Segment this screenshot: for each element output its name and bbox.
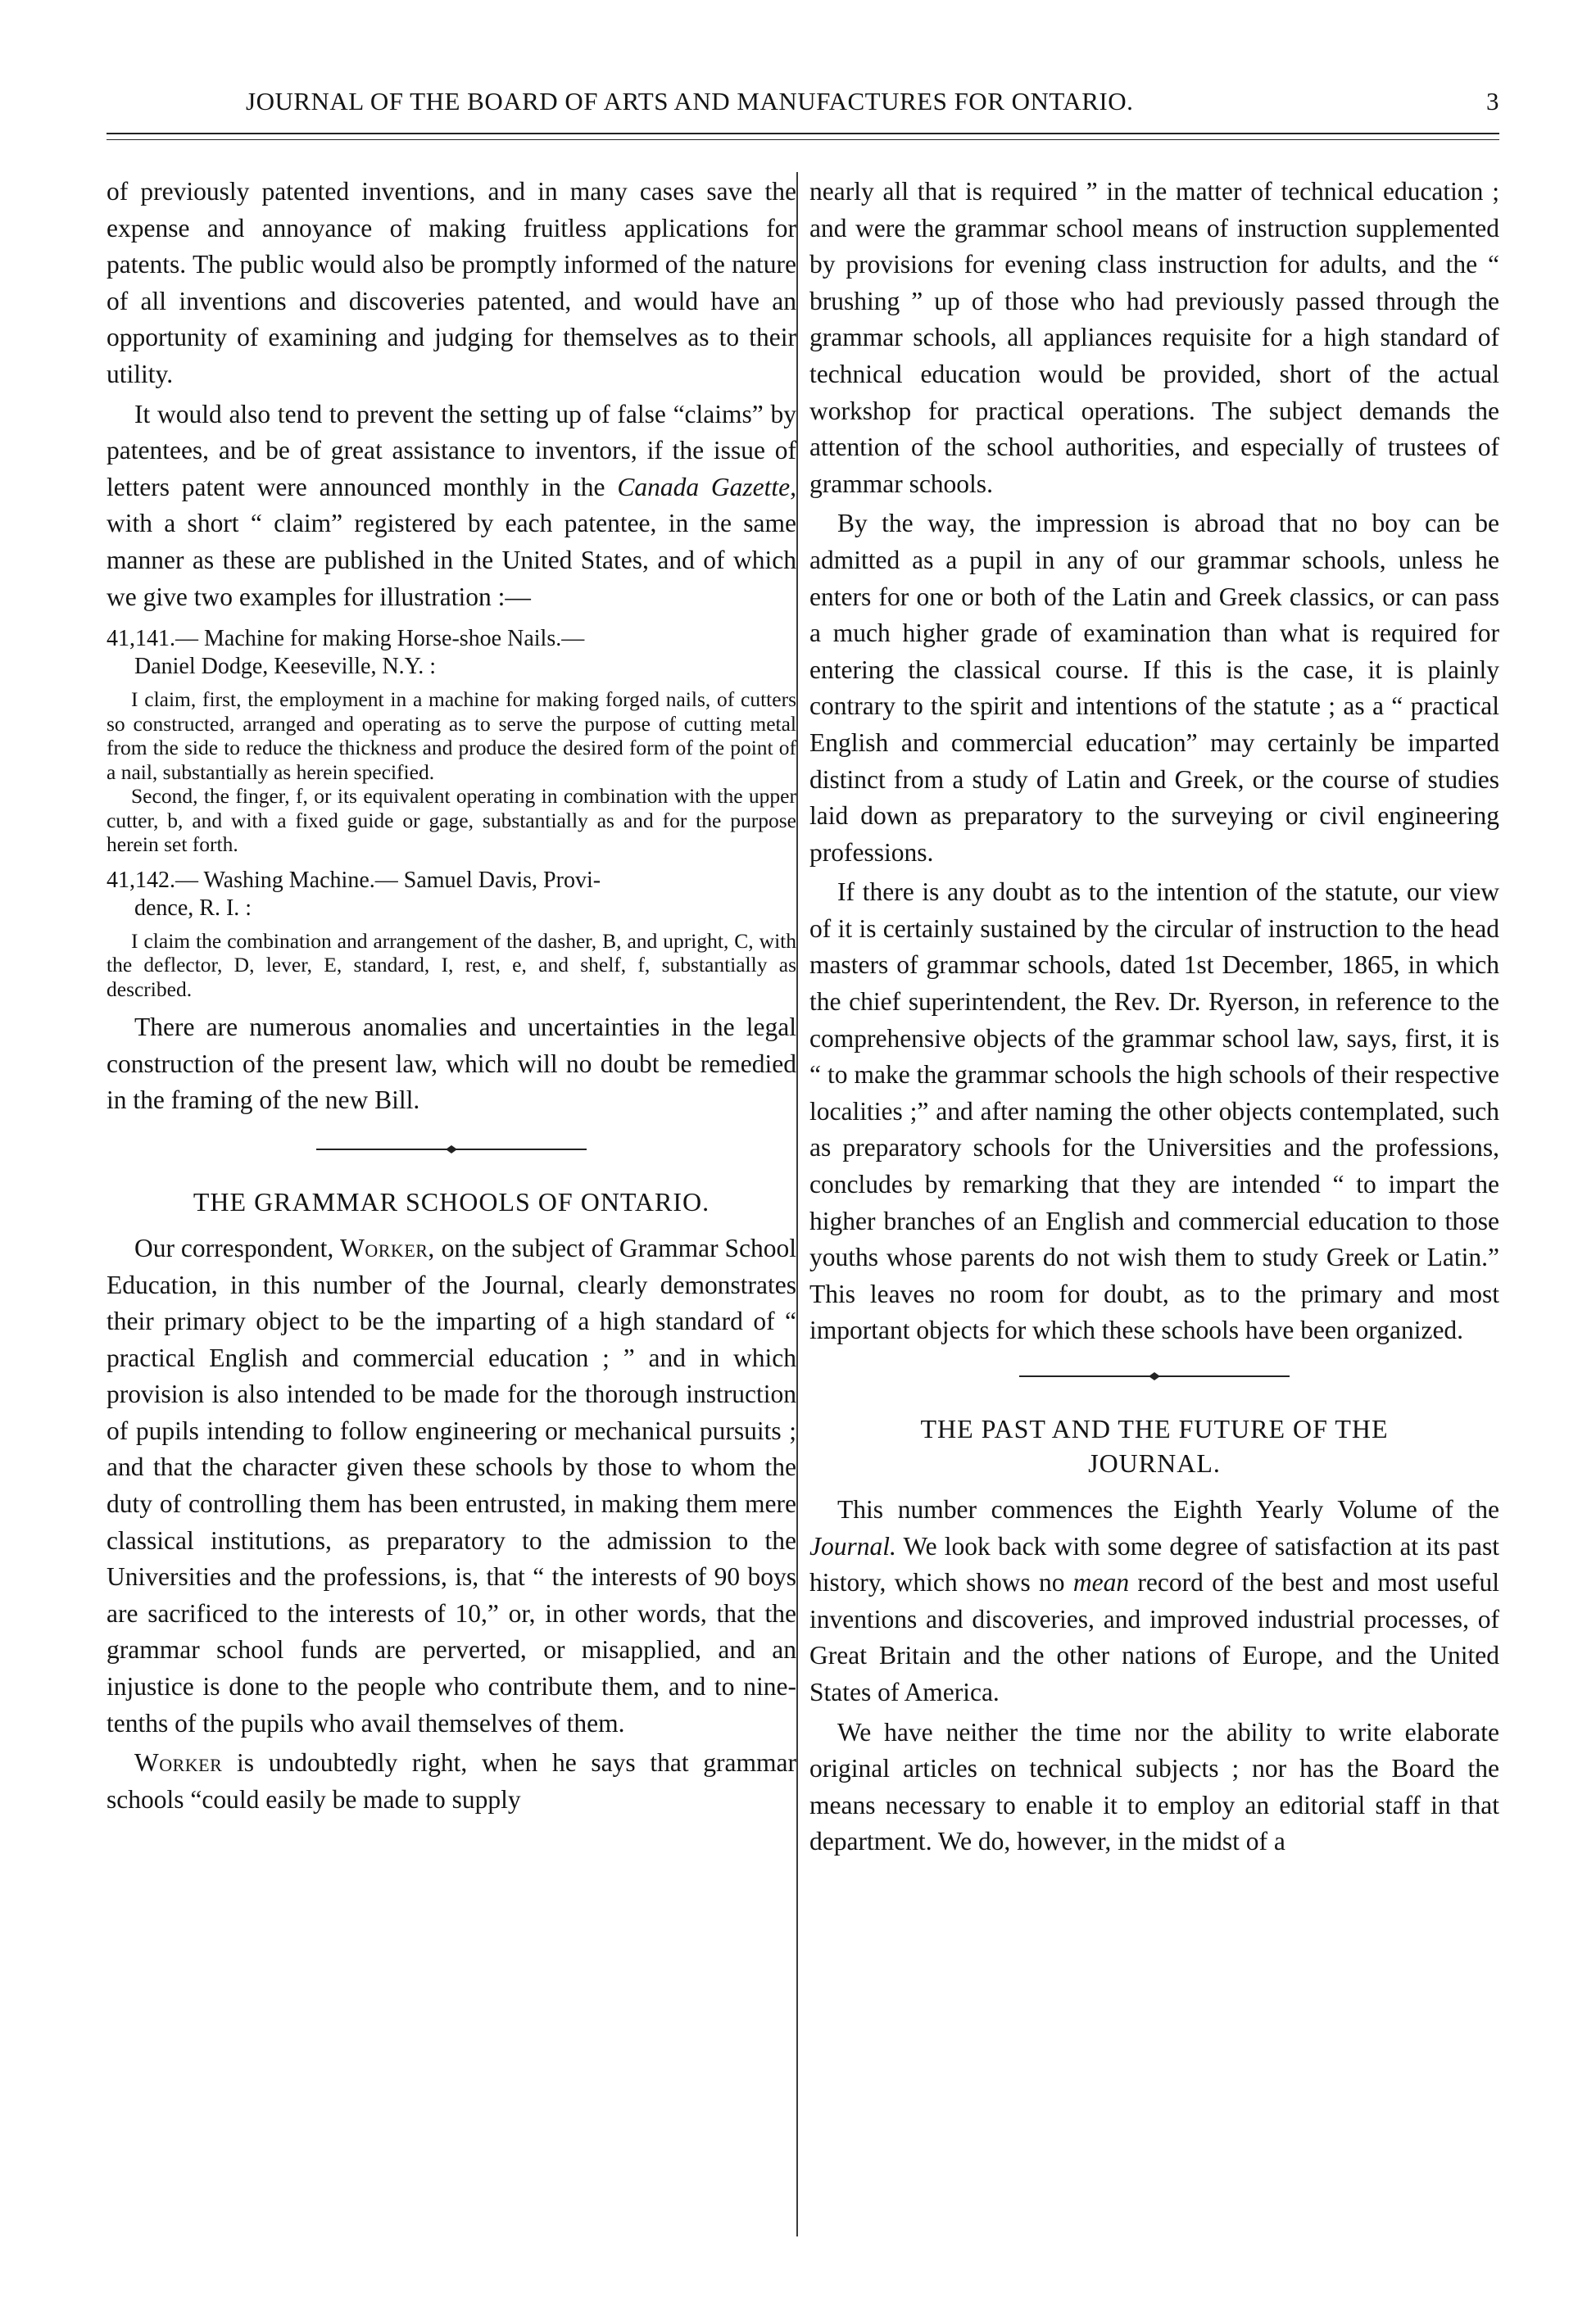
patent-claim-1-text-2: Second, the finger, f, or its equivalent operating in combination with the upper cutter, b, and with a fixed guide or gage, substantially as and for the purpose herein set forth. [107,784,796,857]
heading-grammar-schools: THE GRAMMAR SCHOOLS OF ONTARIO. [193,1186,710,1217]
right-paragraph-4-b: We look back with some degree of satisfaction at its past history, which shows no [809,1531,1499,1597]
right-paragraph-4-a: This number commences the Eighth Yearly Volume of the [837,1495,1499,1524]
left-paragraph-5-b: is undoubtedly right, when he says that grammar schools “could easily be made to supply [107,1748,796,1814]
left-paragraph-1: of previously patented inventions, and in many cases save the expense and annoyance of making fruitless applications for patents. The public would also be promptly informed of the nature of all inventions and discoveries patented, and would have an opportunity of examining and judging for themselves as to their utility. [107,177,796,388]
left-paragraph-4 [107,1230,796,1742]
worker-name: Worker, [340,1233,435,1262]
claim-1-heading-line1: 41,141.— Machine for making Horse-shoe Nails.— [107,626,585,652]
right-paragraph-3: If there is any doubt as to the intention of the statute, our view of it is certainly sustained by the circular of instruction to the head masters of grammar schools, dated 1st December, 1865, in which the chief superintendent, the Rev. Dr. Ryerson, in reference to the comprehensive objects of the grammar school law, says, first, it is “ to make the grammar schools the high schools of their respective localities ;” and after naming the other objects contemplated, such as preparatory schools for the Universities and the professions, concludes by remarking that they are intended “ to impart the higher branches of an English and commercial education to those youths whose parents do not wish them to study Greek or Latin.” This leaves no room for doubt, as to the primary and most important objects for which these schools have been organized. [809,877,1499,1345]
right-column [809,174,1499,1860]
claim-1-heading-line2: Daniel Dodge, Keeseville, N.Y. : [134,654,437,680]
running-title: JOURNAL OF THE BOARD OF ARTS AND MANUFACTURES FOR ONTARIO. [246,87,1134,116]
patent-claim-2-text: I claim the combination and arrangement of the dasher, B, and upright, C, with the deflector, D, lever, E, standard, I, rest, e, and shelf, f, substantially as described. [107,928,796,1001]
right-paragraph-4-c: record of the best and most useful inventions and discoveries, and improved industrial processes, of Great Britain and the other nations of Europe, and the United States of America. [809,1568,1499,1706]
left-paragraph-4-a: Our correspondent, [134,1233,341,1262]
left-paragraph-2-b: with a short “ claim” registered by each patentee, in the same manner as these are published in the United States, and of which we give two examples for illustration :— [107,509,796,611]
left-column [107,174,796,1818]
left-paragraph-2-a: It would also tend to prevent the setting up of false “claims” by patentees, and be of great assistance to inventors, if the issue of letters patent were announced monthly in the [107,399,796,501]
patent-claim-1-text-1: I claim, first, the employment in a machine for making forged nails, of cutters so constructed, arranged and operating as to serve the purpose of cutting metal from the side to reduce the thickness and produce the desired form of the point of a nail, substantially as herein specified. [107,687,796,784]
header-rule-bottom [107,139,1499,140]
running-head [107,87,1499,116]
worker-name-2: Worker [134,1748,223,1778]
mean-italic: mean [1072,1568,1130,1597]
left-paragraph-3: There are numerous anomalies and uncertainties in the legal construction of the present law, which will no doubt be remedied in the framing of the new Bill. [107,1013,796,1115]
claim-2-heading-line2: dence, R. I. : [134,895,252,921]
patent-claim-1-heading [107,625,796,681]
right-paragraph-1: nearly all that is required ” in the matter of technical education ; and were the grammar school means of instruction supplemented by provisions for evening class instruction for adults, and the “ brushing ” up of those who had previously passed through the grammar schools, all appliances requisite for a high standard of technical education would be provided, short of the actual workshop for practical operations. The subject demands the attention of the school authorities, and especially of trustees of grammar schools. [809,177,1499,498]
right-paragraph-2: By the way, the impression is abroad that no boy can be admitted as a pupil in any of our grammar schools, unless he enters for one or both of the Latin and Greek classics, or can pass a much higher grade of examination than what is required for entering the classical course. If this is the case, it is plainly contrary to the spirit and intentions of the statute ; as a “ practical English and commercial education” may certainly be imparted distinct from a study of Latin and Greek, or the course of studies laid down as preparatory to the surveying or civil engineering professions. [809,509,1499,867]
section-divider-ornament-2 [1019,1371,1290,1382]
claim-2-heading-line1: 41,142.— Washing Machine.— Samuel Davis, Provi- [107,867,601,893]
column-divider [796,172,798,2236]
heading-past-and-future [809,1412,1499,1480]
right-paragraph-5: We have neither the time nor the ability to write elaborate original articles on technical subjects ; nor has the Board the means necessary to enable it to employ an editorial staff in that department. We do, however, in the midst of a [809,1717,1499,1856]
canada-gazette: Canada Gazette, [617,472,796,501]
left-paragraph-4-b: on the subject of Grammar School Education, in this number of the Journal, clearly demonstrates their primary object to be the imparting of a high standard of “ practical English and commercial education ; ” and in which provision is also intended to be made for the thorough instruction of pupils intending to follow engineering or mechanical pursuits ; and that the character given these schools by those to whom the duty of controlling them has been entrusted, in making them mere classical institutions, as preparatory to the admission to the Universities and the professions, is, that “ the interests of 90 boys are sacrificed to the interests of 10,” or, in other words, that the grammar school funds are perverted, or misapplied, and an injustice is done to the people who contribute them, and to nine-tenths of the pupils who avail themselves of them. [107,1233,796,1738]
header-rule-top [107,133,1499,134]
left-paragraph-5 [107,1745,796,1818]
heading-past-and-future-line2: JOURNAL. [1088,1448,1221,1478]
journal-italic: Journal. [809,1531,896,1561]
patent-claim-2-heading [107,867,796,922]
section-divider-ornament [316,1144,587,1155]
right-paragraph-4 [809,1492,1499,1711]
page-number: 3 [1486,87,1499,116]
left-paragraph-2 [107,397,796,616]
heading-past-and-future-line1: THE PAST AND THE FUTURE OF THE [920,1414,1389,1443]
